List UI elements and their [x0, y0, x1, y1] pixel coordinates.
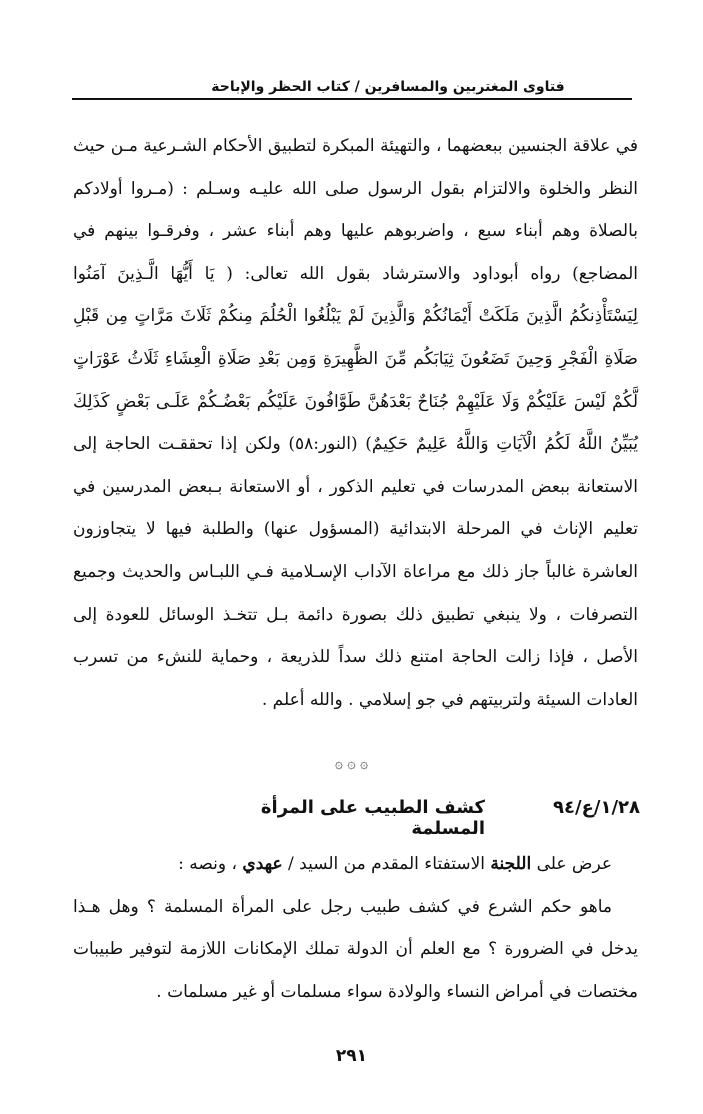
- question-intro: [73, 843, 638, 886]
- page-number: ٢٩١: [335, 1046, 368, 1066]
- intro-text-middle: الاستفتاء المقدم من السيد /: [288, 854, 486, 874]
- question-block: [73, 843, 638, 1013]
- header-divider: [72, 98, 632, 100]
- section-separator-ornament: ۞ ۞ ۞: [334, 756, 369, 772]
- section-reference-number: ١/٢٨/ع/٩٤: [553, 797, 640, 818]
- section-title: كشف الطبيب على المرأة المسلمة: [260, 797, 485, 839]
- questioner-name: عهدي: [242, 854, 283, 874]
- fatwa-answer-paragraph: في علاقة الجنسين ببعضهما ، والتهيئة المبكرة لتطبيق الأحكام الشـرعية مـن حيث النظر والخلوة والالتزام بقول الرسول صلى الله عليـه وسـلم : (مـروا أولادكم بالصلاة وهم أبناء سبع ، واضربوهم عليها وهم أبناء عشر ، وفرقـوا بينهم في المضاجع) رواه أبوداود والاسترشاد بقول الله تعالى: ( يَا أَيُّهَا الَّـذِينَ آمَنُوا لِيَسْتَأْذِنكُمُ الَّذِينَ مَلَكَتْ أَيْمَانُكُمْ وَالَّذِينَ لَمْ يَبْلُغُوا الْحُلُمَ مِنكُمْ ثَلَاثَ مَرَّاتٍ مِن قَبْلِ صَلَاةِ الْفَجْرِ وَحِينَ تَضَعُونَ ثِيَابَكُم مِّنَ الظَّهِيرَةِ وَمِن بَعْدِ صَلَاةِ الْعِشَاءِ ثَلَاثُ عَوْرَاتٍ لَّكُمْ لَيْسَ عَلَيْكُمْ وَلَا عَلَيْهِمْ جُنَاحٌ بَعْدَهُنَّ طَوَّافُونَ عَلَيْكُم بَعْضُـكُمْ عَلَـى بَعْضٍ كَذَلِكَ يُبَيِّنُ اللَّهُ لَكُمُ الْآيَاتِ وَاللَّهُ عَلِيمٌ حَكِيمٌ) (النور:٥٨) ولكن إذا تحققـت الحاجة إلى الاستعانة ببعض المدرسات في تعليم الذكور ، أو الاستعانة بـبعض المدرسين في تعليم الإناث في المرحلة الابتدائية (المسؤول عنها) والطلبة فيها لا يتجاوزون العاشرة غالباً جاز ذلك مع مراعاة الآداب الإسـلامية فـي اللبـاس والحديث وجميع التصرفات ، ولا ينبغي تطبيق ذلك بصورة دائمة بـل تتخـذ الوسائل للعودة إلى الأصل ، فإذا زالت الحاجة امتنع ذلك سداً للذريعة ، وحماية للنشء من تسرب العادات السيئة ولتربيتهم في جو إسلامي . والله أعلم .: [73, 136, 638, 710]
- intro-text-end: ، ونصه :: [178, 854, 237, 874]
- intro-text-start: عرض على: [536, 854, 612, 874]
- committee-name: اللجنة: [490, 854, 532, 874]
- running-header: فتاوى المغتربين والمسافرين / كتاب الحظر والإباحة: [211, 79, 565, 95]
- question-body: ماهو حكم الشرع في كشف طبيب رجل على المرأة المسلمة ؟ وهل هـذا يدخل في الضرورة ؟ مع العلم أن الدولة تملك الإمكانات اللازمة لتوفير طبيبات مختصات في أمراض النساء والولادة سواء مسلمات أو غير مسلمات .: [73, 896, 638, 1002]
- question-text: [73, 886, 638, 1014]
- section-heading: [200, 797, 640, 839]
